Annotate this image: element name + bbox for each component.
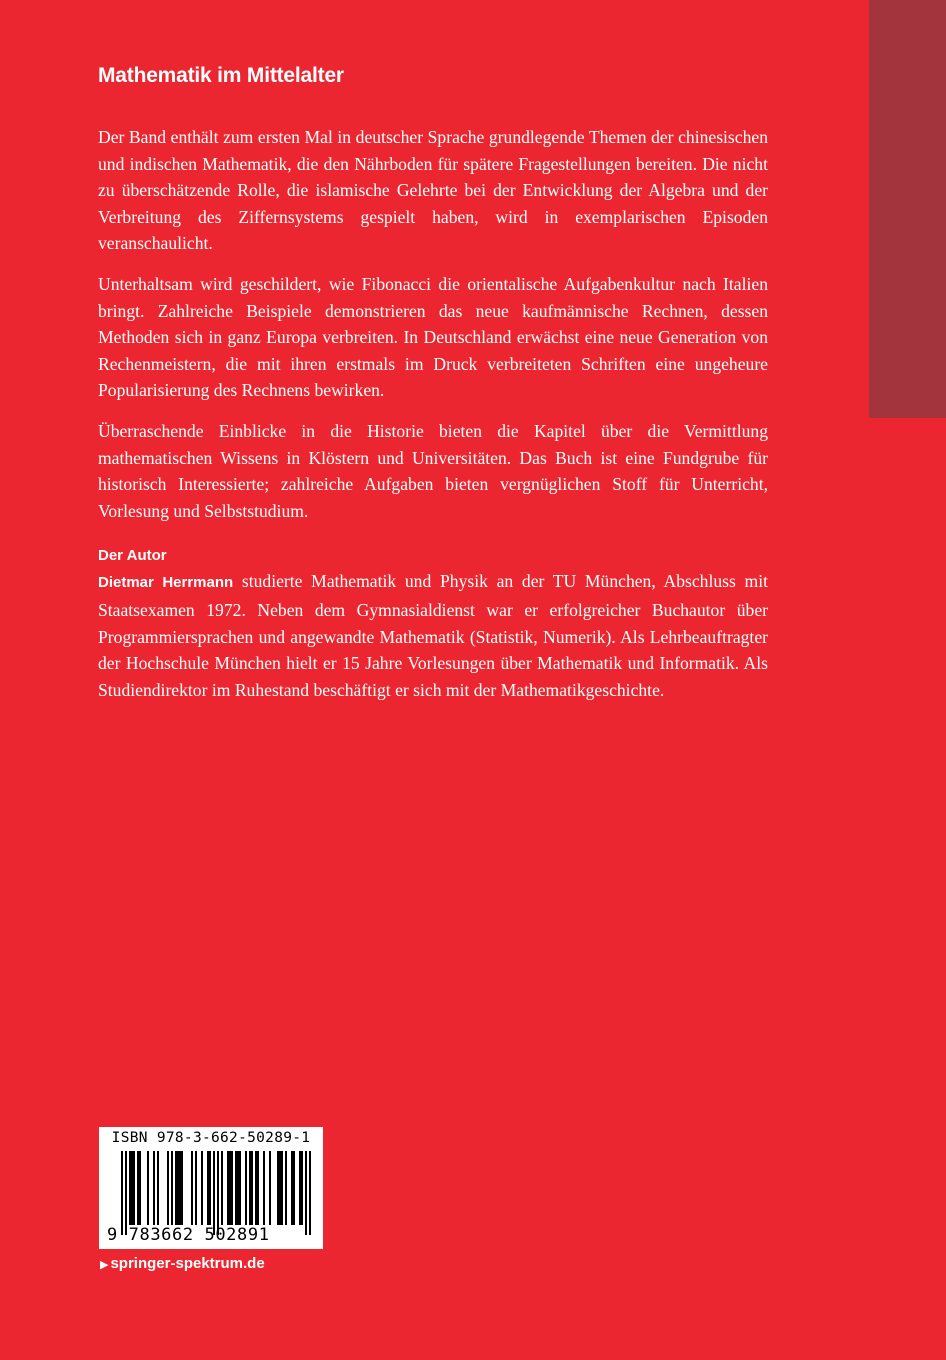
barcode-bar: [191, 1151, 193, 1225]
blurb-paragraph-1: Der Band enthält zum ersten Mal in deutscher Sprache grundlegende Themen der chinesischen und indischen Mathematik, die den Nährboden für spätere Fragestellungen bereiten. Die nicht zu überschätzende Rolle, die islamische Gelehrte bei der Entwicklung der Algebra und der Verbreitung des Ziffernsystems gespielt haben, wird in exemplarischen Episoden veranschaulicht.: [98, 127, 768, 254]
author-bio: [98, 568, 768, 703]
barcode-bar: [231, 1151, 233, 1225]
barcode-bar: [213, 1151, 215, 1235]
barcode-bar: [177, 1151, 179, 1225]
barcode-bar: [263, 1151, 265, 1225]
barcode-bar: [255, 1151, 257, 1225]
barcode-bar: [237, 1151, 239, 1225]
barcode-bar: [277, 1151, 279, 1225]
triangle-right-icon: ▶: [100, 1259, 109, 1271]
barcode-bar: [157, 1151, 159, 1225]
barcode-bar: [293, 1151, 295, 1225]
barcode-bar: [209, 1151, 211, 1225]
barcode-bar: [171, 1151, 173, 1225]
barcode-bar: [305, 1151, 307, 1235]
barcode-bar: [217, 1151, 219, 1235]
barcode-bar: [235, 1151, 237, 1225]
barcode-bar: [299, 1151, 301, 1225]
barcode-bar: [249, 1151, 251, 1225]
barcode-bar: [221, 1151, 223, 1225]
publisher-website-text: springer-spektrum.de: [110, 1255, 265, 1272]
barcode-bar: [179, 1151, 181, 1225]
barcode-bar: [137, 1151, 139, 1225]
barcode-bar: [239, 1151, 241, 1225]
barcode-bar: [181, 1151, 183, 1225]
barcode-bar: [175, 1151, 177, 1225]
barcode-bar: [131, 1151, 133, 1225]
barcode-bar: [309, 1151, 311, 1235]
spine-color-tab: [869, 0, 946, 418]
back-cover-content: [98, 62, 768, 703]
author-name: Dietmar Herrmann: [98, 574, 234, 592]
publisher-website-link[interactable]: [100, 1254, 265, 1275]
barcode-bar: [227, 1151, 229, 1225]
author-bio-text: studierte Mathematik und Physik an der TU München, Abschluss mit Staatsexamen 1972. Neben dem Gymnasialdienst war er erfolgreicher Buchautor über Programmiersprachen und angewandte Mathematik (Statistik, Numerik). Als Lehrbeauftragter der Hochschule München hielt er 15 Jahre Vorlesungen über Mathematik und Informatik. Als Studiendirektor im Ruhestand beschäftigt er sich mit der Mathematikgeschichte.: [98, 571, 768, 700]
barcode-bar: [285, 1151, 287, 1225]
isbn-label: ISBN 978-3-662-50289-1: [111, 1130, 311, 1146]
barcode-bar: [291, 1151, 293, 1225]
blurb-paragraph-3: Überraschende Einblicke in die Historie bieten die Kapitel über die Vermittlung mathematischen Wissens in Klöstern und Universitäten. Das Buch ist eine Fundgrube für historisch Interessierte; zahlreiche Aufgaben bieten vergnüglichen Stoff für Unterricht, Vorlesung und Selbststudium.: [98, 420, 768, 521]
barcode-bar: [229, 1151, 231, 1225]
barcode-bar: [251, 1151, 253, 1225]
book-title: Mathematik im Mittelalter: [98, 64, 344, 87]
barcode-bar: [301, 1151, 303, 1225]
barcode-bar: [147, 1151, 149, 1225]
barcode-bar: [167, 1151, 169, 1225]
barcode-bar: [139, 1151, 141, 1225]
barcode-bar: [121, 1151, 123, 1235]
barcode-bar: [201, 1151, 203, 1225]
barcode-bar: [125, 1151, 127, 1235]
isbn-barcode: [99, 1127, 323, 1249]
barcode-bar: [281, 1151, 283, 1225]
author-heading: Der Autor: [98, 547, 167, 565]
barcode-bar: [257, 1151, 259, 1225]
barcode-digits: 9 783662 502891: [107, 1225, 270, 1245]
blurb-paragraph-2: Unterhaltsam wird geschildert, wie Fibonacci die orientalische Aufgabenkultur nach Italien bringt. Zahlreiche Beispiele demonstrieren das neue kaufmännische Rechnen, dessen Methoden sich in ganz Europa verbreiten. In Deutschland erwächst eine neue Generation von Rechenmeistern, die mit ihren erstmals im Druck verbreiteten Schriften eine ungeheure Popularisierung des Rechnens bewirken.: [98, 273, 768, 401]
barcode-bar: [195, 1151, 197, 1225]
barcode-bar: [207, 1151, 209, 1225]
barcode-bar: [133, 1151, 135, 1225]
barcode-bar: [153, 1151, 155, 1225]
barcode-bar: [129, 1151, 131, 1225]
barcode-bar: [269, 1151, 271, 1225]
barcode-bar: [279, 1151, 281, 1225]
barcode-bar: [245, 1151, 247, 1225]
